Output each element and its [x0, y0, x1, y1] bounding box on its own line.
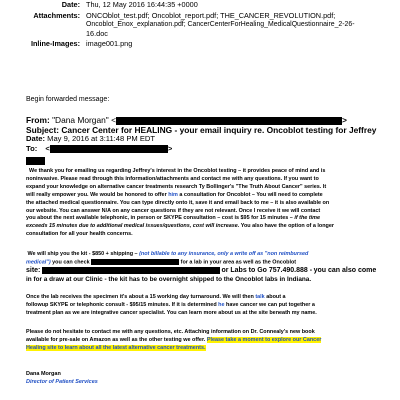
body-text: you about the next available telephonic, in person or SKYPE consultation – cost is $95 for 15 minutes –	[26, 215, 293, 222]
attachment-link[interactable]: Oncoblot_Enox_explanation.pdf; CancerCenterForHealing_MedicalQuestionnaire_2-26-	[86, 21, 355, 28]
body-text: noninvasive. Please read through this information/attachments and contact me with any questions. If you want to	[26, 175, 319, 182]
body-text: (not billable to any insurance, only a write off as "non reimbursed	[139, 251, 309, 257]
paragraph-3	[26, 294, 378, 318]
body-text: in for a draw at our Clinic - the kit has to be overnight shipped to the Oncoblot labs in Indiana.	[26, 276, 312, 284]
forwarded-note: Begin forwarded message:	[26, 96, 110, 103]
redaction-bar	[91, 259, 179, 265]
from-line	[26, 115, 347, 125]
to-close: >	[167, 143, 173, 153]
body-text: have cancer we can put together a	[226, 301, 315, 308]
redaction-bar	[42, 267, 220, 274]
body-text: medical")	[26, 259, 51, 266]
message-date-line	[26, 134, 155, 143]
highlighted-text: Please take a moment to explore our Cancer	[206, 336, 322, 343]
inline-image-value[interactable]: image001.png	[86, 39, 133, 48]
body-text: you can also come	[313, 267, 377, 275]
body-text: if the time	[294, 215, 321, 222]
subject-line	[26, 125, 376, 135]
body-text: available for pre-sale on Amazon as well as the other testing we offer.	[26, 336, 206, 343]
subject-label: Subject:	[26, 124, 60, 135]
paragraph-4	[26, 329, 378, 353]
attachment-link[interactable]: 16.doc	[86, 29, 108, 38]
attachment-link[interactable]: ONCOblot_test.pdf; Oncoblot_report.pdf; THE_CANCER_REVOLUTION.pdf;	[86, 11, 336, 20]
body-text: consultation for all your health concerns.	[26, 231, 133, 238]
signature-title: Director of Patient Services	[26, 378, 98, 385]
body-text: talk	[255, 294, 265, 300]
body-text: or Labs to Go 757.490.888 -	[221, 267, 313, 275]
body-text: will really empower you. We would be honored to offer	[26, 191, 167, 198]
paragraph-1	[26, 168, 378, 239]
date-label: Date:	[61, 0, 80, 9]
body-text: he	[218, 301, 225, 308]
to-open: <	[45, 143, 50, 153]
body-text: expand your knowledge on alternative cancer treatments research Ty Bollinger's "The Truth About Cancer" series. It	[26, 183, 327, 190]
body-text: We thank you for emailing us regarding Jeffrey's interest in the Oncoblot testing – it provides peace of mind and is	[29, 168, 326, 174]
body-text: about a	[266, 294, 286, 300]
date-value: Thu, 12 May 2016 16:44:35 +0000	[86, 0, 198, 9]
body-text: you can check	[52, 259, 90, 266]
signature-name: Dana Morgan	[26, 371, 61, 377]
redaction-bar	[50, 145, 168, 153]
body-text: Please do not hesitate to contact me with any questions, etc. Attaching information on Dr. Connealy's new book	[26, 329, 315, 335]
body-text: our website. You can answer N/A on any cancer questions if they are not relevant. Once I receive it we will contact	[26, 207, 321, 214]
body-text: for a lab in your area as well as the Oncoblot	[180, 259, 297, 266]
body-text: him	[168, 191, 178, 198]
from-name: "Dana Morgan" <	[52, 115, 116, 125]
attachments-label: Attachments:	[33, 11, 80, 20]
paragraph-2	[26, 251, 378, 285]
body-text: site:	[26, 267, 41, 275]
body-text: treatment plan as we are integrative cancer specialist. You can learn more about us at the site beneath my name.	[26, 309, 317, 316]
to-label: To:	[26, 143, 38, 153]
body-text: a consultation for Oncoblot – You will need to complete	[179, 191, 323, 198]
inline-images-label: Inline-Images:	[30, 39, 80, 48]
highlighted-text: Healing site to learn about all the latest alternative cancer treatments.	[26, 344, 206, 351]
signature	[26, 371, 98, 386]
from-end: >	[341, 115, 347, 125]
message-date-label: Date:	[26, 134, 45, 143]
subject-value: Cancer Center for HEALING - your email inquiry re. Oncoblot testing for Jeffrey	[61, 124, 377, 135]
message-date-value: May 9, 2016 at 3:11:48 PM EDT	[47, 134, 156, 143]
body-text: followup SKYPE or telephonic consult - $95/15 minutes. If it is determined	[26, 301, 217, 308]
body-text: Once the lab receives the specimen it's about a 15 working day turnaround. We will then	[26, 294, 254, 300]
greeting-redaction	[26, 157, 45, 165]
to-line	[26, 144, 172, 153]
body-text: exceeds 15 minutes due to additional medical issues/questions, cost will increase	[26, 223, 238, 230]
from-label: From:	[26, 115, 50, 125]
body-text: We will ship you the kit - $850 + shipping –	[27, 251, 138, 257]
body-text: . You also have the option of a longer	[237, 223, 335, 230]
body-text: the attached medical questionnaire. You can type directly onto it, save it and email back to me – it is also available on	[26, 199, 330, 206]
